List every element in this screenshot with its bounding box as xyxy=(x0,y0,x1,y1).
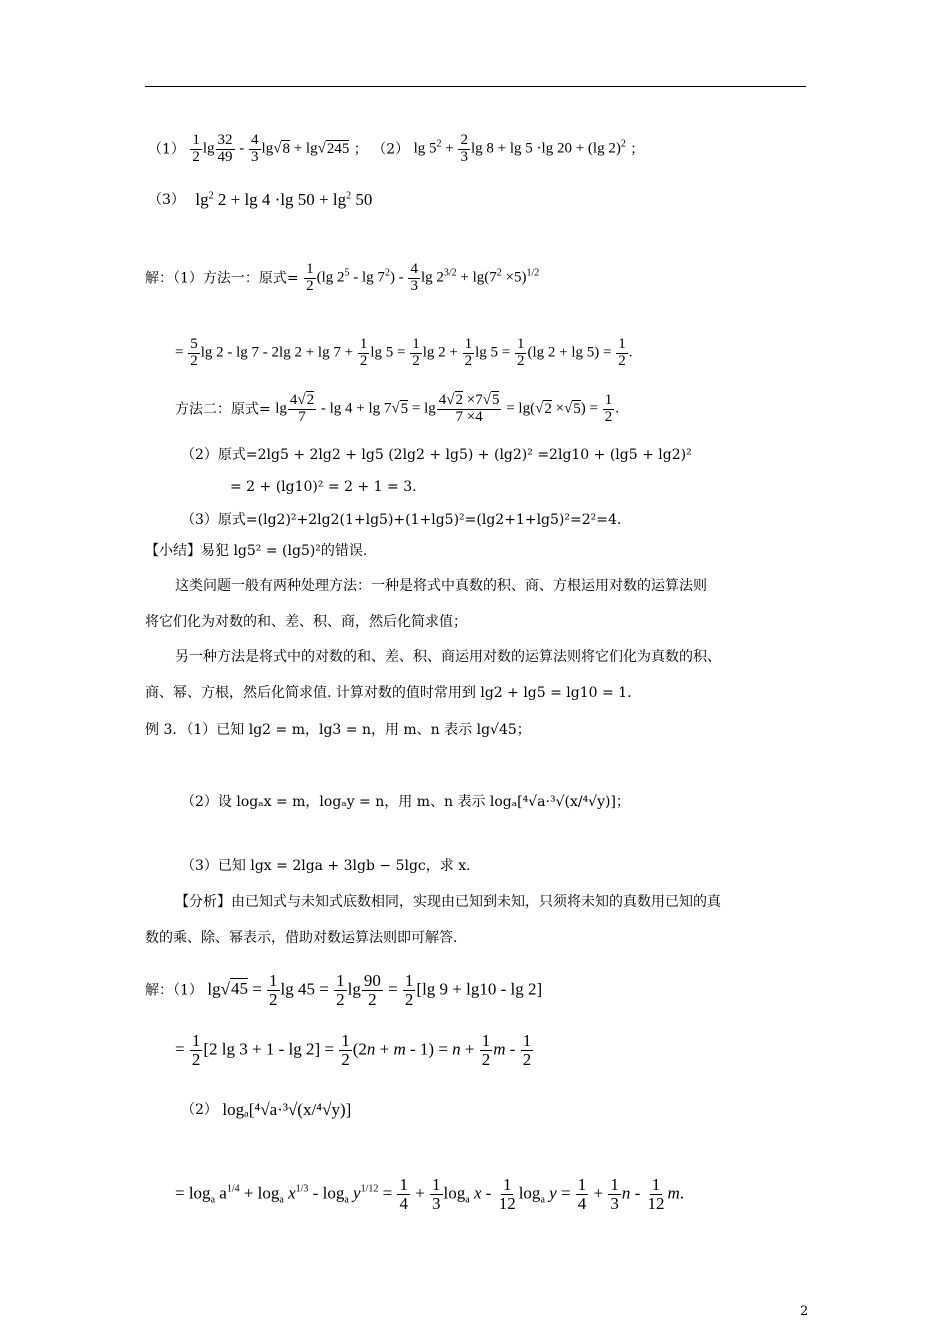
problem-3-expr: $\lg^2 2 + \lg 4 \cdot\lg$ $50 + \lg^2 50$ xyxy=(195,190,373,209)
summary-para-2-line-1: 另一种方法是将式中的对数的和、差、积、商运用对数的运算法则将它们化为真数的积、 xyxy=(175,649,721,665)
page-number: 2 xyxy=(800,1304,809,1319)
problem-line-3 xyxy=(148,190,372,210)
solution-1-line-2 xyxy=(175,337,632,370)
solution-ex3-line-3: （2） logₐ[⁴√a·³√(x/⁴√y)] xyxy=(181,1100,352,1119)
solution-1-step-1: $\frac{1}{2}$ (lg $2^5$ - $\lg 7^2$) - $\frac{4}{3}$ $\lg 2^{3/2} + \lg(7^2 \times 5)^{1/2}$ xyxy=(306,261,540,294)
header-rule xyxy=(145,86,806,87)
problem-2-expr: $\lg 5^2$ + $\frac{2}{3}$ lg 8 + lg 5 ·lg 20 + (lg 2)$^2$ xyxy=(413,132,626,165)
example-3-question-3: （3）已知 lgx = 2lga + 3lgb − 5lgc，求 x. xyxy=(181,858,471,874)
solution-1-line-1: 解：（1）方法一：原式= $\frac{1}{2}$ (lg $2^5$ - $\lg 7^2$) - $\frac{4}{3}$ $\lg 2^{3/2} + \lg(7^2 \times 5)^{1/2}$ xyxy=(145,261,540,294)
problem-3-label: （3） xyxy=(148,192,185,208)
solution-ex3-p2-expr: logₐ[⁴√a·³√(x/⁴√y)] xyxy=(222,1100,352,1119)
analysis-line-1: 【分析】由已知式与未知式底数相同，实现由已知到未知，只须将未知的真数用已知的真 xyxy=(175,894,721,910)
solution-1-method-2: 方法二：原式= lg $\frac{4√2}{7}$ - lg 4 + lg 7√5 = lg $\frac{4√2 \times 7√5}{7 \times 4}$ = lg(√2 ×√5) = $\frac{1}{2}$ . xyxy=(175,392,619,425)
summary-para-1-line-2: 将它们化为对数的和、差、积、商，然后化简求值； xyxy=(145,614,467,630)
solution-ex3-line-4 xyxy=(175,1176,684,1213)
example-3-question-1: 例 3．（1）已知 lg2 = m，lg3 = n，用 m、n 表示 lg√45； xyxy=(145,722,531,738)
solution-ex3-step-2: = $\frac{1}{2}$ [2 lg 3 + 1 - lg 2] = $\frac{1}{2}$ (2n + m - 1) = n + $\frac{1}{2}$ m - $\frac{1}{2}$ xyxy=(175,1031,532,1069)
summary-para-1-line-1: 这类问题一般有两种处理方法：一种是将式中真数的积、商、方根运用对数的运算法则 xyxy=(175,578,707,594)
solution-1-step-2: = $\frac{5}{2}$ lg 2 - lg 7 - 2lg 2 + lg 7 + $\frac{1}{2}$ lg 5 = $\frac{1}{2}$ lg 2 + $\frac{1}{2}$ lg 5 = $\frac{1}{2}$ (lg 2 + lg 5) = $\frac{1}{2}$ . xyxy=(175,336,633,369)
problem-1-label: （1） xyxy=(148,141,185,158)
summary-para-2-line-2: 商、幂、方根，然后化简求值. 计算对数的值时常用到 lg2 + lg5 = lg10 = 1. xyxy=(145,685,632,701)
solution-ex3-line-1: 解：（1） lg√45 = $\frac{1}{2}$ lg 45 = $\frac{1}{2}$ lg $\frac{90}{2}$ = $\frac{1}{2}$ [lg 9 + lg10 - lg 2] xyxy=(145,971,543,1009)
solution-ex3-step-1: lg√45 = $\frac{1}{2}$ lg 45 = $\frac{1}{2}$ lg $\frac{90}{2}$ = $\frac{1}{2}$ [lg 9 + lg10 - lg 2] xyxy=(207,971,543,1009)
summary-heading: 【小结】易犯 lg5² = (lg5)²的错误. xyxy=(145,543,368,559)
example-3-question-2: （2）设 logₐx = m，logₐy = n，用 m、n 表示 logₐ[⁴√a·³√(x/⁴√y)]； xyxy=(181,794,630,810)
solution-2-line-2: = 2 + (lg10)² = 2 + 1 = 3. xyxy=(230,479,417,495)
solution-ex3-line-2 xyxy=(175,1032,534,1069)
problem-2-label: （2） xyxy=(372,141,410,158)
solution-3-line: （3）原式=(lg2)²+2lg2(1+lg5)+(1+lg5)²=(lg2+1+lg5)²=2²=4. xyxy=(181,512,622,528)
solution-2-line-1: （2）原式=2lg5 + 2lg2 + lg5 (2lg2 + lg5) + (lg2)² =2lg10 + (lg5 + lg2)² xyxy=(181,447,692,463)
solution-1-method-2-expr: lg $\frac{4√2}{7}$ - lg 4 + lg 7√5 = lg $\frac{4√2 \times 7√5}{7 \times 4}$ = lg(√2 ×√5) = $\frac{1}{2}$ . xyxy=(275,392,619,425)
analysis-line-2: 数的乘、除、幂表示，借助对数运算法则即可解答. xyxy=(145,930,458,946)
problem-1-expr: $\frac{1}{2}$ lg $\frac{32}{49}$ - $\frac{4}{3}$ lg√8 + lg√245 xyxy=(192,132,350,165)
solution-ex3-step-3: = $\log_a a^{1/4} + \log_a x^{1/3} - \log_a y^{1/12}$ = $\frac{1}{4}$ + $\frac{1}{3}$ $\log_a x$ - $\frac{1}{12}$ $\log_a y$ = $\frac{1}{4}$ + $\frac{1}{3}$ n - $\frac{1}{12}$ m. xyxy=(175,1175,685,1213)
problem-line-1: （1） $\frac{1}{2}$ lg $\frac{32}{49}$ - $\frac{4}{3}$ lg√8 + lg√245 ； （2） $\lg 5^2$ + $\frac{2}{3}$ lg 8 + lg 5 ·lg 20 + (lg 2)$^2$ ； xyxy=(148,132,645,165)
